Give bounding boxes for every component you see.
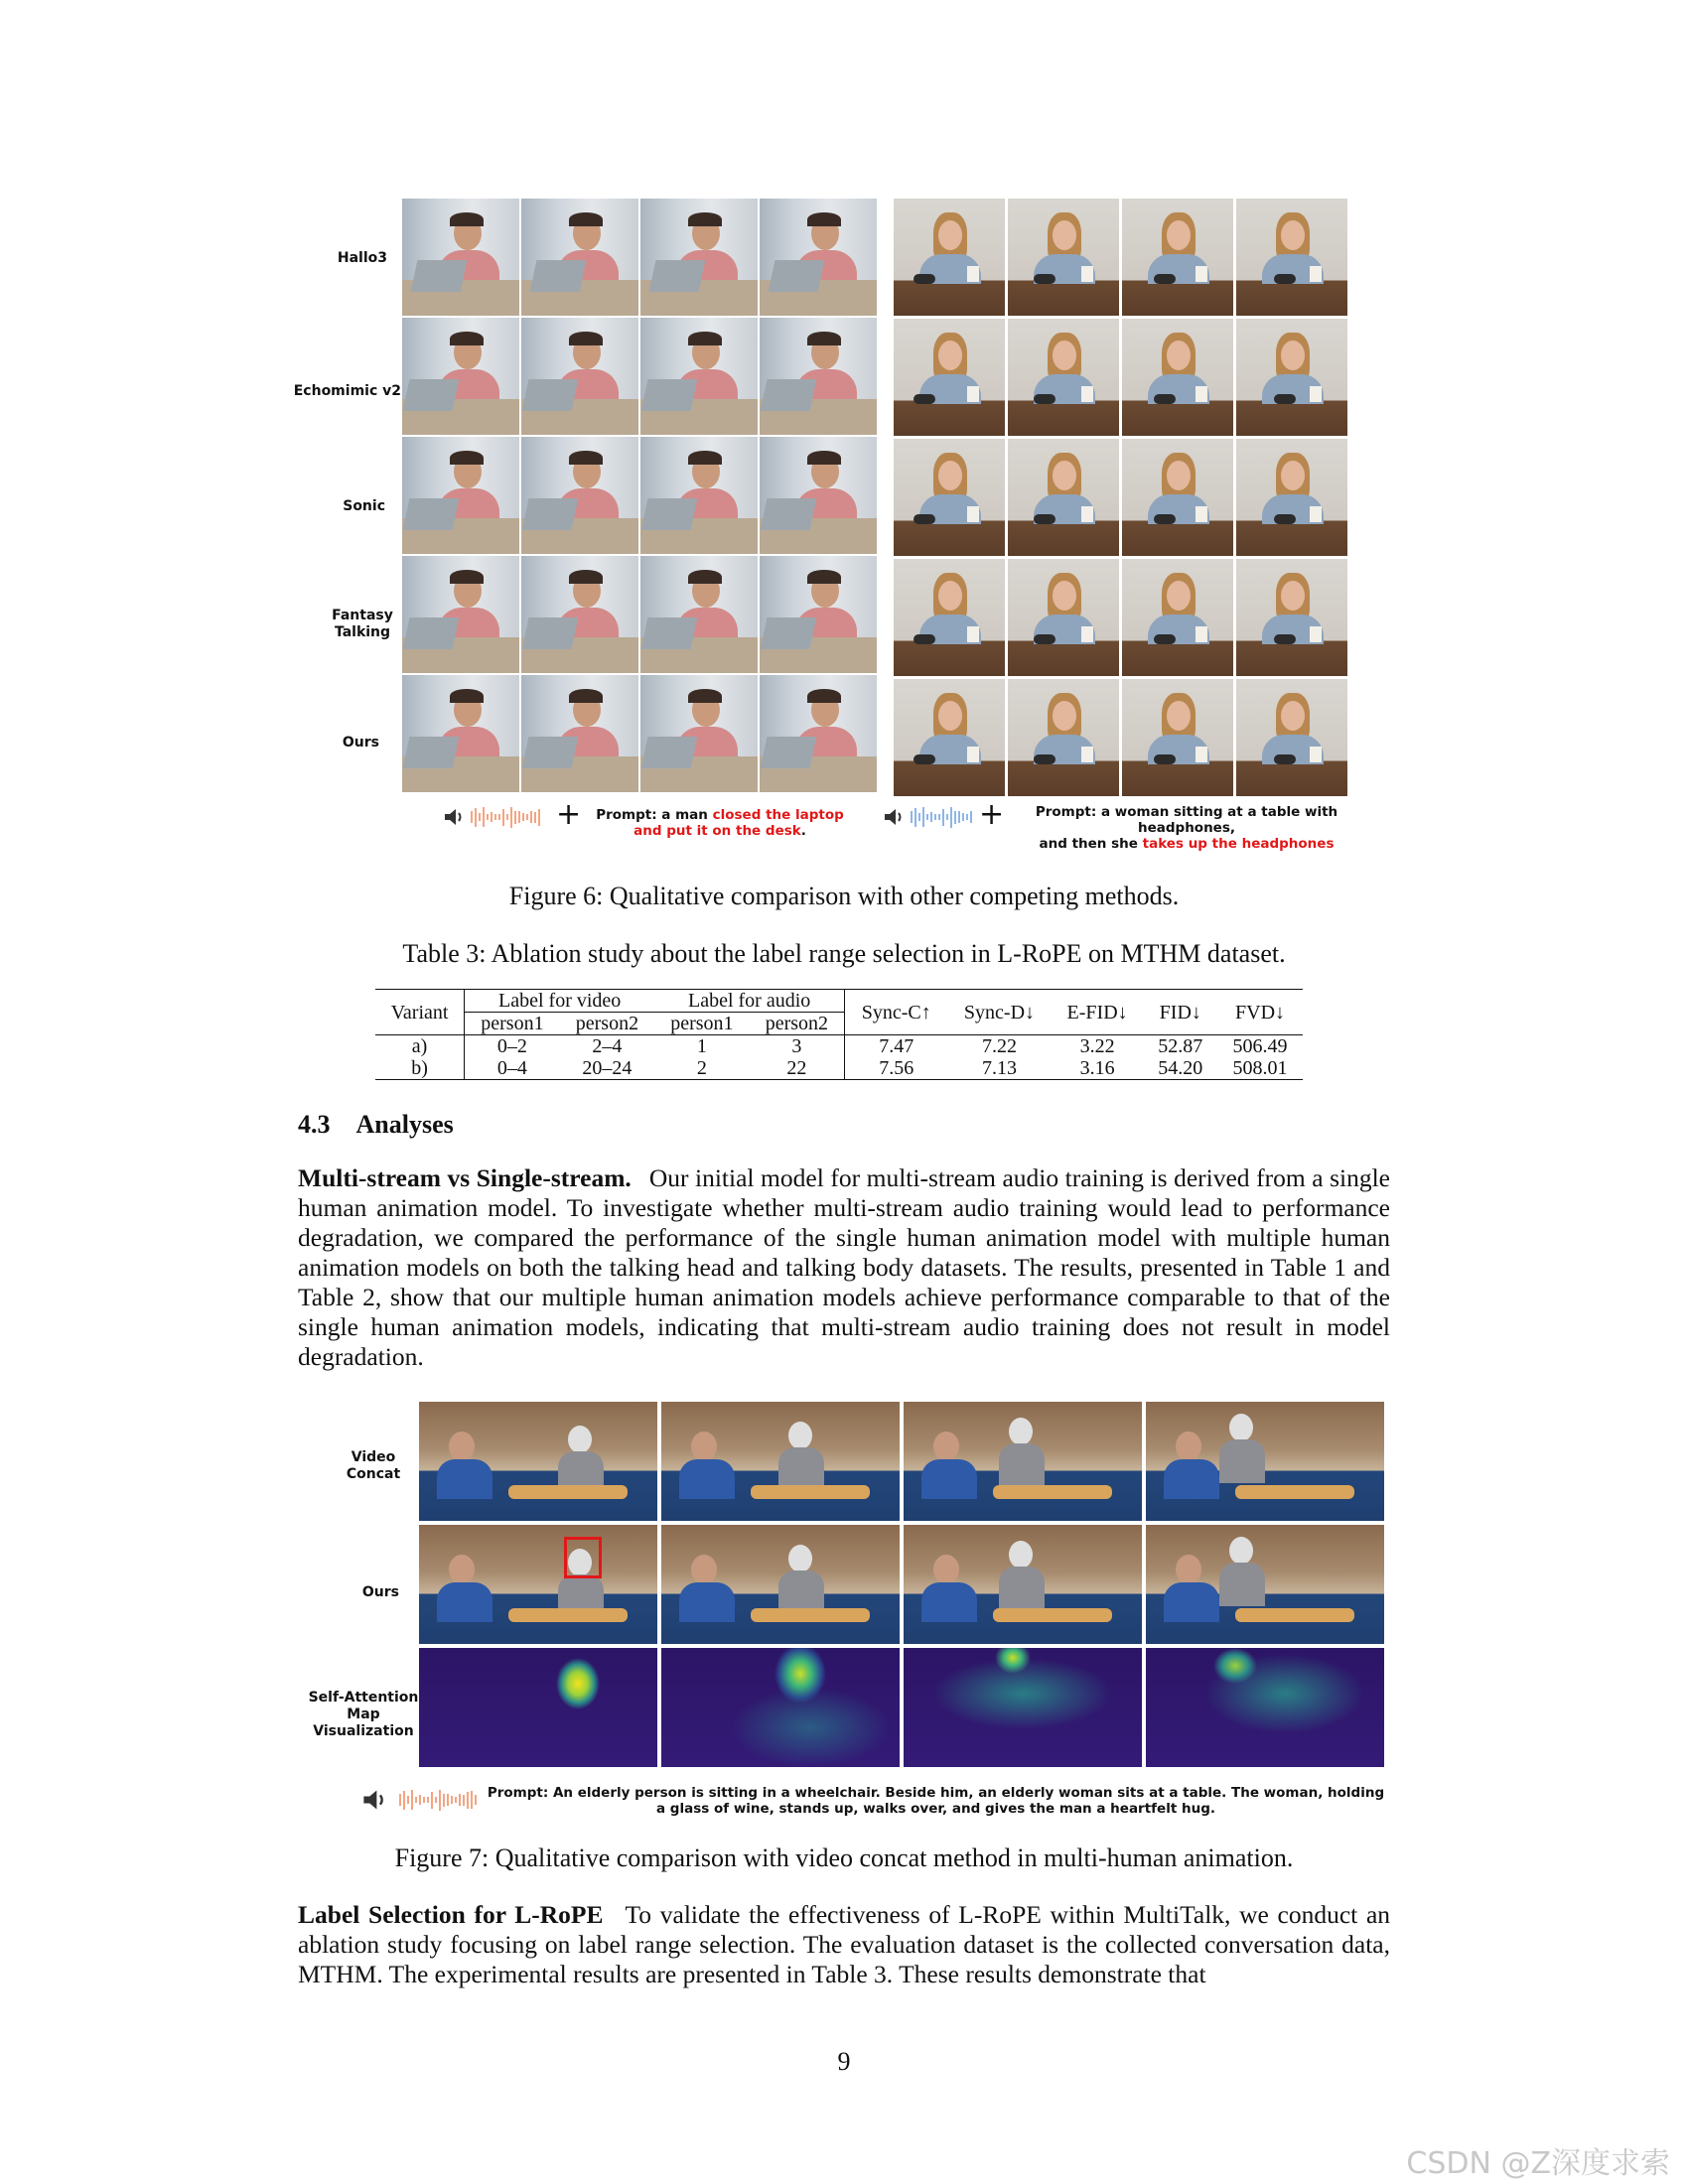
cell: 508.01 xyxy=(1232,1057,1288,1079)
video-frame xyxy=(640,675,758,792)
th-audio-person1: person1 xyxy=(670,1013,734,1034)
audio-waveform-icon xyxy=(911,802,972,832)
cell: 3.22 xyxy=(1079,1035,1115,1057)
fig6-prompt-right: Prompt: a woman sitting at a table with headphones, and then she takes up the headphones xyxy=(1035,804,1338,852)
video-frame xyxy=(760,437,877,554)
video-frame xyxy=(521,318,638,435)
cell: 3 xyxy=(750,1035,845,1058)
cell: 506.49 xyxy=(1232,1035,1288,1057)
video-frame xyxy=(894,199,1005,316)
cell: 0–4 xyxy=(496,1057,527,1079)
audio-waveform-icon xyxy=(471,802,540,832)
fig7-label-ours: Ours xyxy=(361,1584,399,1600)
cell: 22 xyxy=(750,1057,845,1080)
video-frame xyxy=(1008,319,1119,436)
video-frame xyxy=(1236,559,1347,676)
fig6-man-frames xyxy=(402,199,879,798)
fig7-frames xyxy=(419,1402,1384,1771)
page-number: 9 xyxy=(837,2047,851,2076)
video-frame xyxy=(419,1648,657,1767)
paragraph-label-selection xyxy=(298,1900,1390,1989)
cell: 20–24 xyxy=(582,1057,633,1079)
plus-icon: + xyxy=(556,797,582,832)
video-frame xyxy=(760,675,877,792)
video-frame xyxy=(419,1402,657,1521)
video-frame xyxy=(904,1402,1142,1521)
th-fid: FID↓ xyxy=(1159,1001,1201,1024)
video-frame xyxy=(640,199,758,316)
video-frame xyxy=(402,199,519,316)
video-frame xyxy=(1236,439,1347,556)
th-e-fid: E-FID↓ xyxy=(1066,1001,1128,1024)
cell-variant: b) xyxy=(375,1057,465,1080)
video-frame xyxy=(894,439,1005,556)
th-video-person2: person2 xyxy=(575,1013,639,1034)
video-frame xyxy=(402,675,519,792)
video-frame xyxy=(521,199,638,316)
video-frame xyxy=(1008,199,1119,316)
speaker-icon xyxy=(361,1787,387,1813)
watermark: CSDN @Z深度求索 xyxy=(1406,2146,1670,2181)
video-frame xyxy=(521,556,638,673)
video-frame xyxy=(1122,319,1233,436)
cell: 7.13 xyxy=(981,1057,1017,1079)
video-frame xyxy=(1122,439,1233,556)
fig7-label-attention-map: Self-Attention Map Visualization xyxy=(308,1690,419,1739)
video-frame xyxy=(521,437,638,554)
fig6-woman-frames xyxy=(894,199,1350,798)
video-frame xyxy=(1008,559,1119,676)
paragraph-text: Our initial model for multi-stream audio training is derived from a single human animation model. To investigate whether multi-stream audio training would lead to performance degradation, we compared the performance of the single human animation model with multiple human animation models on both the talking head and talking body datasets. The results, presented in Table 1 and Table 2, show that our multiple human animation models achieve performance comparable to that of the single human animation models, indicating that multi-stream audio training does not result in model degradation. xyxy=(298,1163,1390,1371)
video-frame xyxy=(894,319,1005,436)
ablation-table xyxy=(375,989,1303,1080)
video-frame xyxy=(894,559,1005,676)
fig6-prompt-left: Prompt: a man closed the laptop and put it on the desk. xyxy=(596,807,844,839)
section-number: 4.3 xyxy=(298,1110,331,1139)
video-frame xyxy=(661,1648,900,1767)
cell: 7.47 xyxy=(879,1035,914,1057)
video-frame xyxy=(894,679,1005,796)
table-3-caption: Table 3: Ablation study about the label range selection in L-RoPE on MTHM dataset. xyxy=(402,939,1286,968)
paragraph-multistream xyxy=(298,1163,1390,1372)
video-frame xyxy=(760,199,877,316)
video-frame xyxy=(402,318,519,435)
fig6-label-ours: Ours xyxy=(342,735,379,751)
th-sync-c: Sync-C↑ xyxy=(861,1001,931,1024)
th-sync-d: Sync-D↓ xyxy=(963,1001,1036,1024)
video-frame xyxy=(402,437,519,554)
fig7-prompt: Prompt: An elderly person is sitting in a wheelchair. Beside him, an elderly woman sits at a table. The woman, holding a glass of wine, stands up, walks over, and gives the man a heartfelt hug. xyxy=(487,1785,1385,1817)
cell: 3.16 xyxy=(1079,1057,1115,1079)
speaker-icon xyxy=(443,806,465,828)
th-fvd: FVD↓ xyxy=(1235,1001,1286,1024)
cell: 54.20 xyxy=(1158,1057,1203,1079)
video-frame xyxy=(1236,319,1347,436)
video-frame xyxy=(1122,679,1233,796)
fig6-label-fantasy-talking: Fantasy Talking xyxy=(332,608,393,640)
video-frame xyxy=(640,437,758,554)
video-frame xyxy=(640,318,758,435)
table-3 xyxy=(375,989,1303,1080)
video-frame xyxy=(1146,1525,1384,1644)
th-video-person1: person1 xyxy=(481,1013,544,1034)
highlight-box xyxy=(564,1537,602,1578)
table-row xyxy=(375,1035,1303,1058)
fig6-label-hallo3: Hallo3 xyxy=(337,250,387,266)
th-audio-person2: person2 xyxy=(750,1013,845,1035)
video-frame xyxy=(1008,679,1119,796)
figure-6-caption: Figure 6: Qualitative comparison with other competing methods. xyxy=(508,882,1180,910)
cell-variant: a) xyxy=(375,1035,465,1058)
cell: 2–4 xyxy=(592,1035,623,1057)
cell: 52.87 xyxy=(1158,1035,1203,1057)
video-frame xyxy=(1122,199,1233,316)
video-frame xyxy=(419,1525,657,1644)
video-frame xyxy=(661,1402,900,1521)
th-label-video: Label for video xyxy=(465,990,654,1013)
paragraph-heading: Label Selection for L-RoPE xyxy=(298,1900,604,1929)
video-frame xyxy=(1236,679,1347,796)
cell: 0–2 xyxy=(496,1035,527,1057)
video-frame xyxy=(760,318,877,435)
figure-7 xyxy=(0,1390,1688,1837)
paragraph-text: To validate the effectiveness of L-RoPE within MultiTalk, we conduct an ablation study focusing on label range selection. The evaluation dataset is the collected conversation data, MTHM. The experimental results are presented in Table 3. These results demonstrate that xyxy=(298,1900,1391,1988)
table-row xyxy=(375,1057,1303,1080)
video-frame xyxy=(402,556,519,673)
plus-icon: + xyxy=(979,797,1005,832)
video-frame xyxy=(760,556,877,673)
fig6-label-sonic: Sonic xyxy=(343,498,385,514)
video-frame xyxy=(661,1525,900,1644)
video-frame xyxy=(1122,559,1233,676)
figure-7-caption: Figure 7: Qualitative comparison with video concat method in multi-human animation. xyxy=(394,1843,1294,1872)
video-frame xyxy=(904,1648,1142,1767)
video-frame xyxy=(1236,199,1347,316)
video-frame xyxy=(1146,1648,1384,1767)
video-frame xyxy=(1146,1402,1384,1521)
video-frame xyxy=(904,1525,1142,1644)
fig6-label-echomimic: Echomimic v2 xyxy=(293,383,401,399)
video-frame xyxy=(521,675,638,792)
cell: 1 xyxy=(696,1035,707,1057)
cell: 2 xyxy=(696,1057,707,1079)
cell: 7.56 xyxy=(879,1057,914,1079)
video-frame xyxy=(1008,439,1119,556)
paragraph-heading: Multi-stream vs Single-stream. xyxy=(298,1163,632,1192)
section-title: Analyses xyxy=(355,1110,454,1139)
speaker-icon xyxy=(883,806,905,828)
cell: 7.22 xyxy=(981,1035,1017,1057)
fig7-label-video-concat: Video Concat xyxy=(346,1449,401,1482)
video-frame xyxy=(640,556,758,673)
figure-6 xyxy=(0,0,1688,864)
th-variant: Variant xyxy=(375,990,465,1035)
th-label-audio: Label for audio xyxy=(654,990,844,1013)
audio-waveform-icon xyxy=(399,1785,477,1815)
section-heading xyxy=(298,1110,454,1140)
